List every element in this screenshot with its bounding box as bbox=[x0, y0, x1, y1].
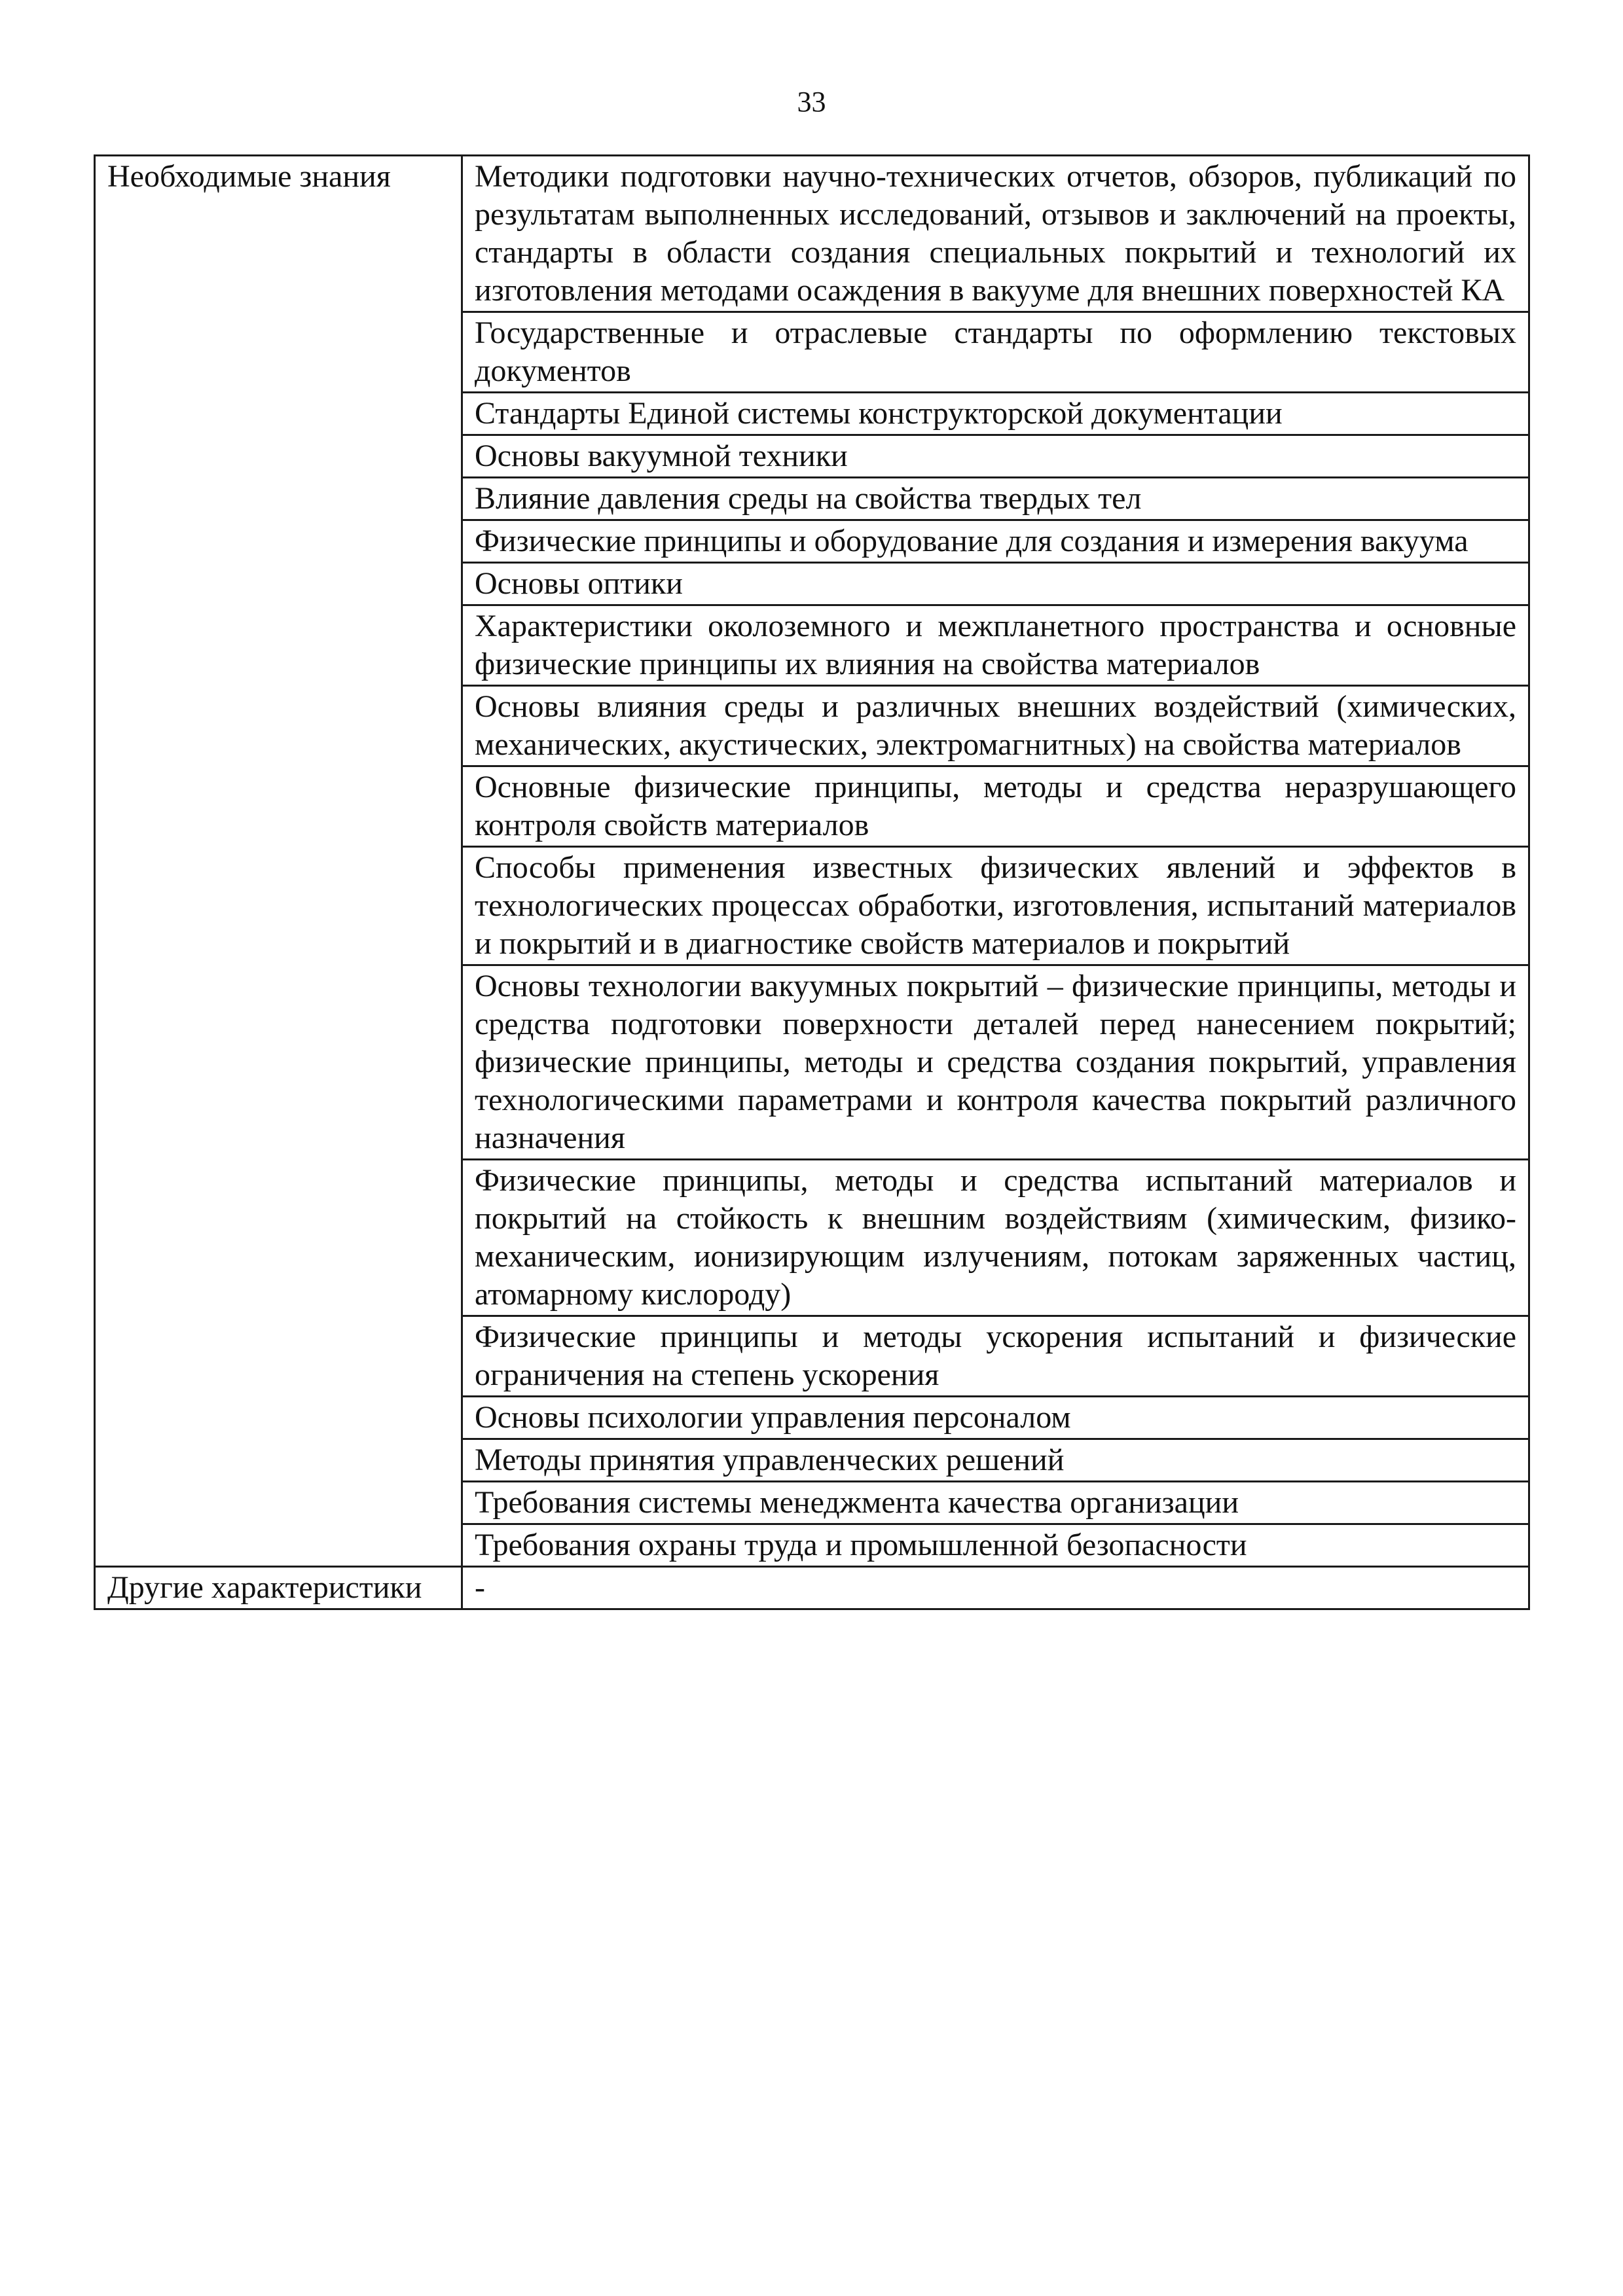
knowledge-item: Требования системы менеджмента качества организации bbox=[462, 1482, 1529, 1524]
knowledge-item: Основы влияния среды и различных внешних воздействий (химических, механических, акустических, электромагнитных) на свойства материалов bbox=[462, 686, 1529, 766]
other-characteristics-value: - bbox=[462, 1567, 1529, 1609]
knowledge-item: Стандарты Единой системы конструкторской документации bbox=[462, 393, 1529, 435]
knowledge-item: Методики подготовки научно-технических отчетов, обзоров, публикаций по результатам выполненных исследований, отзывов и заключений на проекты, стандарты в области создания специальных покрытий и технологий их изготовления методами осаждения в вакууме для внешних поверхностей КА bbox=[462, 156, 1529, 312]
knowledge-item: Основы оптики bbox=[462, 563, 1529, 605]
knowledge-item: Основы вакуумной техники bbox=[462, 435, 1529, 478]
knowledge-item: Методы принятия управленческих решений bbox=[462, 1439, 1529, 1482]
knowledge-item: Основы психологии управления персоналом bbox=[462, 1397, 1529, 1439]
knowledge-item: Влияние давления среды на свойства твердых тел bbox=[462, 478, 1529, 520]
qualification-table bbox=[94, 154, 1530, 1610]
knowledge-item: Государственные и отраслевые стандарты по оформлению текстовых документов bbox=[462, 312, 1529, 393]
knowledge-item: Характеристики околоземного и межпланетного пространства и основные физические принципы их влияния на свойства материалов bbox=[462, 605, 1529, 686]
table-row bbox=[95, 1567, 1529, 1609]
knowledge-item: Физические принципы, методы и средства испытаний материалов и покрытий на стойкость к внешним воздействиям (химическим, физико-механическим, ионизирующим излучениям, потокам заряженных частиц, атомарному кислороду) bbox=[462, 1160, 1529, 1316]
knowledge-item: Физические принципы и методы ускорения испытаний и физические ограничения на степень ускорения bbox=[462, 1316, 1529, 1397]
knowledge-label: Необходимые знания bbox=[95, 156, 462, 1567]
other-characteristics-label: Другие характеристики bbox=[95, 1567, 462, 1609]
knowledge-item: Физические принципы и оборудование для создания и измерения вакуума bbox=[462, 520, 1529, 563]
knowledge-item: Основы технологии вакуумных покрытий – физические принципы, методы и средства подготовки поверхности деталей перед нанесением покрытий; физические принципы, методы и средства создания покрытий, управления технологическими параметрами и контроля качества покрытий различного назначения bbox=[462, 965, 1529, 1160]
table-row bbox=[95, 156, 1529, 312]
knowledge-item: Способы применения известных физических явлений и эффектов в технологических процессах обработки, изготовления, испытаний материалов и покрытий и в диагностике свойств материалов и покрытий bbox=[462, 847, 1529, 965]
knowledge-item: Требования охраны труда и промышленной безопасности bbox=[462, 1524, 1529, 1567]
knowledge-item: Основные физические принципы, методы и средства неразрушающего контроля свойств материалов bbox=[462, 766, 1529, 847]
page-number: 33 bbox=[797, 86, 826, 118]
